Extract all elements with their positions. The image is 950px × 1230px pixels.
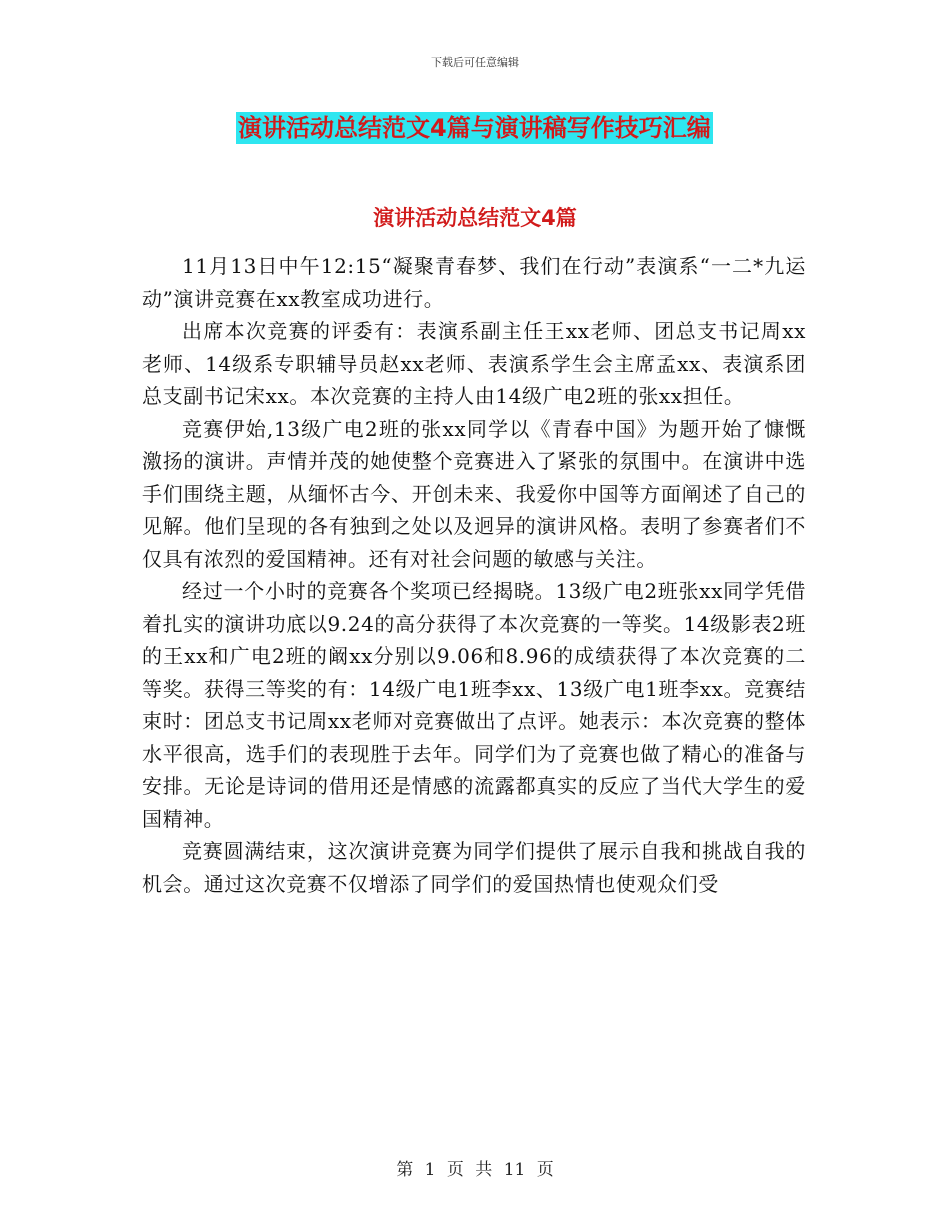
document-body <box>142 250 806 900</box>
paragraph-4: 经过一个小时的竞赛各个奖项已经揭晓。13级广电2班张xx同学凭借着扎实的演讲功底以9.24的高分获得了本次竞赛的一等奖。14级影表2班的王xx和广电2班的阚xx分别以9.06和8.96的成绩获得了本次竞赛的二等奖。获得三等奖的有：14级广电1班李xx、13级广电1班李xx。竞赛结束时：团总支书记周xx老师对竞赛做出了点评。她表示：本次竞赛的整体水平很高，选手们的表现胜于去年。同学们为了竞赛也做了精心的准备与安排。无论是诗词的借用还是情感的流露都真实的反应了当代大学生的爱国精神。 <box>142 579 806 831</box>
document-main-title: 演讲活动总结范文4篇与演讲稿写作技巧汇编 <box>238 114 711 142</box>
paragraph-2: 出席本次竞赛的评委有：表演系副主任王xx老师、团总支书记周xx老师、14级系专职辅导员赵xx老师、表演系学生会主席孟xx、表演系团总支副书记宋xx。本次竞赛的主持人由14级广电2班的张xx担任。 <box>142 319 806 408</box>
paragraph-1: 11月13日中午12:15“凝聚青春梦、我们在行动”表演系“一二*九运动”演讲竞赛在xx教室成功进行。 <box>142 254 806 311</box>
section-title: 演讲活动总结范文4篇 <box>373 206 577 230</box>
paragraph-5: 竞赛圆满结束，这次演讲竞赛为同学们提供了展示自我和挑战自我的机会。通过这次竞赛不仅增添了同学们的爱国热情也使观众们受 <box>142 839 806 896</box>
header-note: 下载后可任意编辑 <box>431 56 519 69</box>
paragraph-3: 竞赛伊始,13级广电2班的张xx同学以《青春中国》为题开始了慷慨激扬的演讲。声情并茂的她使整个竞赛进入了紧张的氛围中。在演讲中选手们围绕主题，从缅怀古今、开创未来、我爱你中国等方面阐述了自己的见解。他们呈现的各有独到之处以及迥异的演讲风格。表明了参赛者们不仅具有浓烈的爱国精神。还有对社会问题的敏感与关注。 <box>142 416 806 571</box>
page-number-footer: 第 1 页 共 11 页 <box>396 1160 554 1180</box>
